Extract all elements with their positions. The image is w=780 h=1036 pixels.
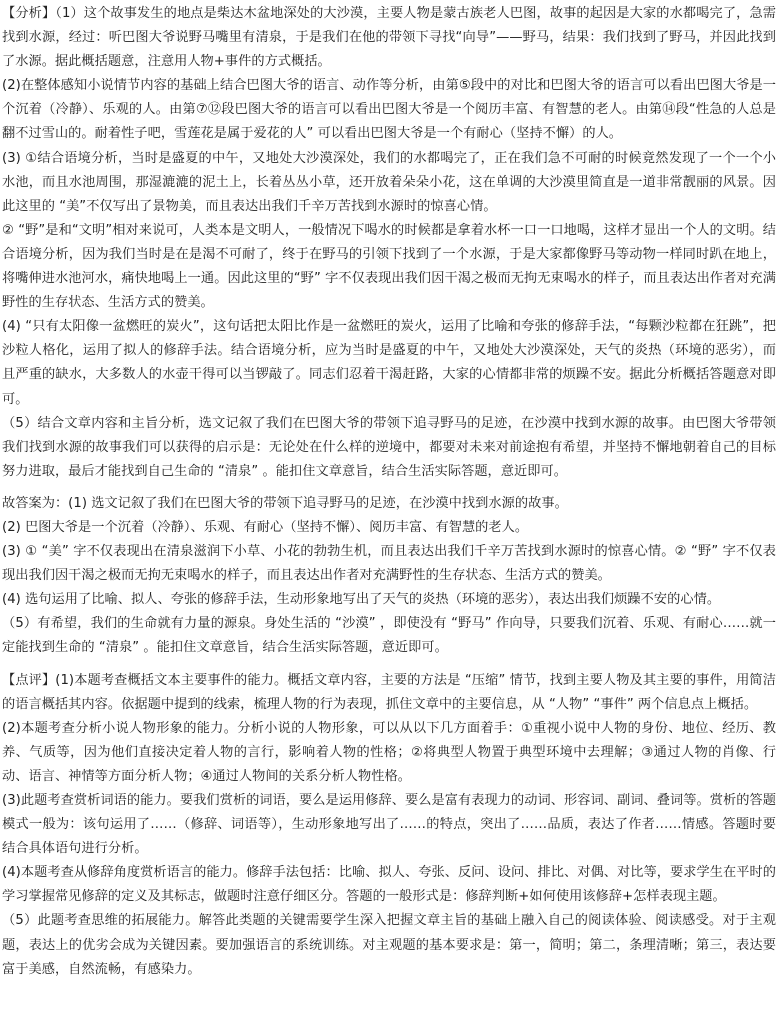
comment-paragraph-1: 【点评】(1)本题考查概括文本主要事件的能力。概括文章内容，主要的方法是 “压缩” 情节，找到主要人物及其主要的事件，用简洁的语言概括其内容。依据题中提到的线索，梳理人物的行为表现，抓住文章中的主要信息，从 “人物” “事件” 两个信息点上概括。 bbox=[2, 672, 776, 712]
analysis-paragraph-5: (4) “只有太阳像一盆燃旺的炭火”，这句话把太阳比作是一盆燃旺的炭火，运用了比喻和夸张的修辞手法，“每颗沙粒都在狂跳”，把沙粒人格化，运用了拟人的修辞手法。结合语境分析，应为当时是盛夏的中午，又地处大沙漠深处，天气的炎热（环境的恶劣），而且严重的缺水，大多数人的水壶干得可以当锣敲了。同志们忍着干渴赶路，大家的心情都非常的烦躁不安。据此分析概括答题意对即可。 bbox=[2, 319, 776, 407]
analysis-paragraph-1: 【分析】（1）这个故事发生的地点是柴达木盆地深处的大沙漠，主要人物是蒙古族老人巴图，故事的起因是大家的水都喝完了，急需找到水源，经过：听巴图大爷说野马嘴里有清泉，于是我们在他的带领下寻找“向导”——野马，结果：我们找到了野马，并因此找到了水源。据此概括题意，注意用人物+事件的方式概括。 bbox=[2, 6, 776, 70]
analysis-section bbox=[2, 2, 776, 484]
analysis-paragraph-6: （5）结合文章内容和主旨分析，选文记叙了我们在巴图大爷的带领下追寻野马的足迹，在沙漠中找到水源的故事。由巴图大爷带领我们找到水源的故事我们可以获得的启示是：无论处在什么样的逆境中，都要对未来对前途抱有希望，并坚持不懈地朝着自己的目标努力进取，最后才能找到自己生命的 “清泉” 。能扣住文章意旨，结合生活实际答题，意近即可。 bbox=[2, 415, 776, 479]
answer-section bbox=[2, 492, 776, 661]
comment-paragraph-2: (2)本题考查分析小说人物形象的能力。分析小说的人物形象，可以从以下几方面着手：①重视小说中人物的身份、地位、经历、教养、气质等，因为他们直接决定着人物的言行，影响着人物的性格；②将典型人物置于典型环境中去理解；③通过人物的肖像、行动、语言、神情等方面分析人物；④通过人物间的关系分析人物性格。 bbox=[2, 720, 776, 784]
answer-paragraph-1: 故答案为：(1) 选文记叙了我们在巴图大爷的带领下追寻野马的足迹，在沙漠中找到水源的故事。 bbox=[2, 495, 568, 511]
analysis-paragraph-4: ② “野”是和“文明”相对来说可，人类本是文明人，一般情况下喝水的时候都是拿着水杯一口一口地喝，这样才显出一个人的文明。结合语境分析，因为我们当时是在是渴不可耐了，终于在野马的引领下找到了一个水源，于是大家都像野马等动物一样同时趴在地上，将嘴伸进水池河水，痛快地喝上一通。因此这里的“野” 字不仅表现出我们因干渴之极而无拘无束喝水的样子，而且表达出作者对充满野性的生存状态、生活方式的赞美。 bbox=[2, 222, 776, 311]
answer-paragraph-4: (4) 选句运用了比喻、拟人、夸张的修辞手法，生动形象地写出了天气的炎热（环境的恶劣），表达出我们烦躁不安的心情。 bbox=[2, 592, 721, 608]
analysis-paragraph-2: (2)在整体感知小说情节内容的基础上结合巴图大爷的语言、动作等分析，由第⑤段中的对比和巴图大爷的语言可以看出巴图大爷是一个沉着（冷静）、乐观的人。由第⑦⑫段巴图大爷的语言可以看出巴图大爷是一个阅历丰富、有智慧的老人。由第⑭段“性急的人总是翻不过雪山的。耐着性子吧，雪莲花是属于爱花的人” 可以看出巴图大爷是一个有耐心（坚持不懈）的人。 bbox=[2, 78, 776, 142]
comment-paragraph-3: (3)此题考查赏析词语的能力。要我们赏析的词语，要么是运用修辞、要么是富有表现力的动词、形容词、副词、叠词等。赏析的答题模式一般为：该句运用了……（修辞、词语等），生动形象地写出了……的特点，突出了……品质，表达了作者……情感。答题时要结合具体语句进行分析。 bbox=[2, 793, 776, 857]
comment-paragraph-5: （5）此题考查思维的拓展能力。解答此类题的关键需要学生深入把握文章主旨的基础上融入自己的阅读体验、阅读感受。对于主观题，表达上的优劣会成为关键因素。要加强语言的系统训练。对主观题的基本要求是：第一，简明；第二，条理清晰；第三，表达要富于美感，自然流畅，有感染力。 bbox=[2, 913, 776, 977]
section-spacer bbox=[2, 661, 776, 669]
comment-paragraph-4: (4)本题考查从修辞角度赏析语言的能力。修辞手法包括：比喻、拟人、夸张、反问、设问、排比、对偶、对比等，要求学生在平时的学习掌握常见修辞的定义及其标志，做题时注意仔细区分。答题的一般形式是：修辞判断+如何使用该修辞+怎样表现主题。 bbox=[2, 865, 776, 905]
section-spacer bbox=[2, 484, 776, 492]
answer-paragraph-3: (3) ① “美” 字不仅表现出在清泉滋润下小草、小花的勃勃生机，而且表达出我们千辛万苦找到水源时的惊喜心情。② “野” 字不仅表现出我们因干渴之极而无拘无束喝水的样子，而且表达出作者对充满野性的生存状态、生活方式的赞美。 bbox=[2, 544, 776, 584]
analysis-paragraph-3: (3) ①结合语境分析，当时是盛夏的中午，又地处大沙漠深处，我们的水都喝完了，正在我们急不可耐的时候竟然发现了一个一个小水池，而且水池周围，那湿漉漉的泥土上，长着丛丛小草，还开放着朵朵小花，这在单调的大沙漠里简直是一道非常靓丽的风景。因此这里的 “美”不仅写出了景物美，而且表达出我们千辛万苦找到水源时的惊喜心情。 bbox=[2, 150, 776, 214]
comment-section bbox=[2, 669, 776, 982]
answer-paragraph-5: （5）有希望，我们的生命就有力量的源泉。身处生活的 “沙漠” ，即使没有 “野马” 作向导，只要我们沉着、乐观、有耐心……就一定能找到生命的 “清泉” 。能扣住文章意旨，结合生活实际答题，意近即可。 bbox=[2, 616, 776, 656]
answer-paragraph-2: (2) 巴图大爷是一个沉着（冷静）、乐观、有耐心（坚持不懈）、阅历丰富、有智慧的老人。 bbox=[2, 519, 529, 535]
